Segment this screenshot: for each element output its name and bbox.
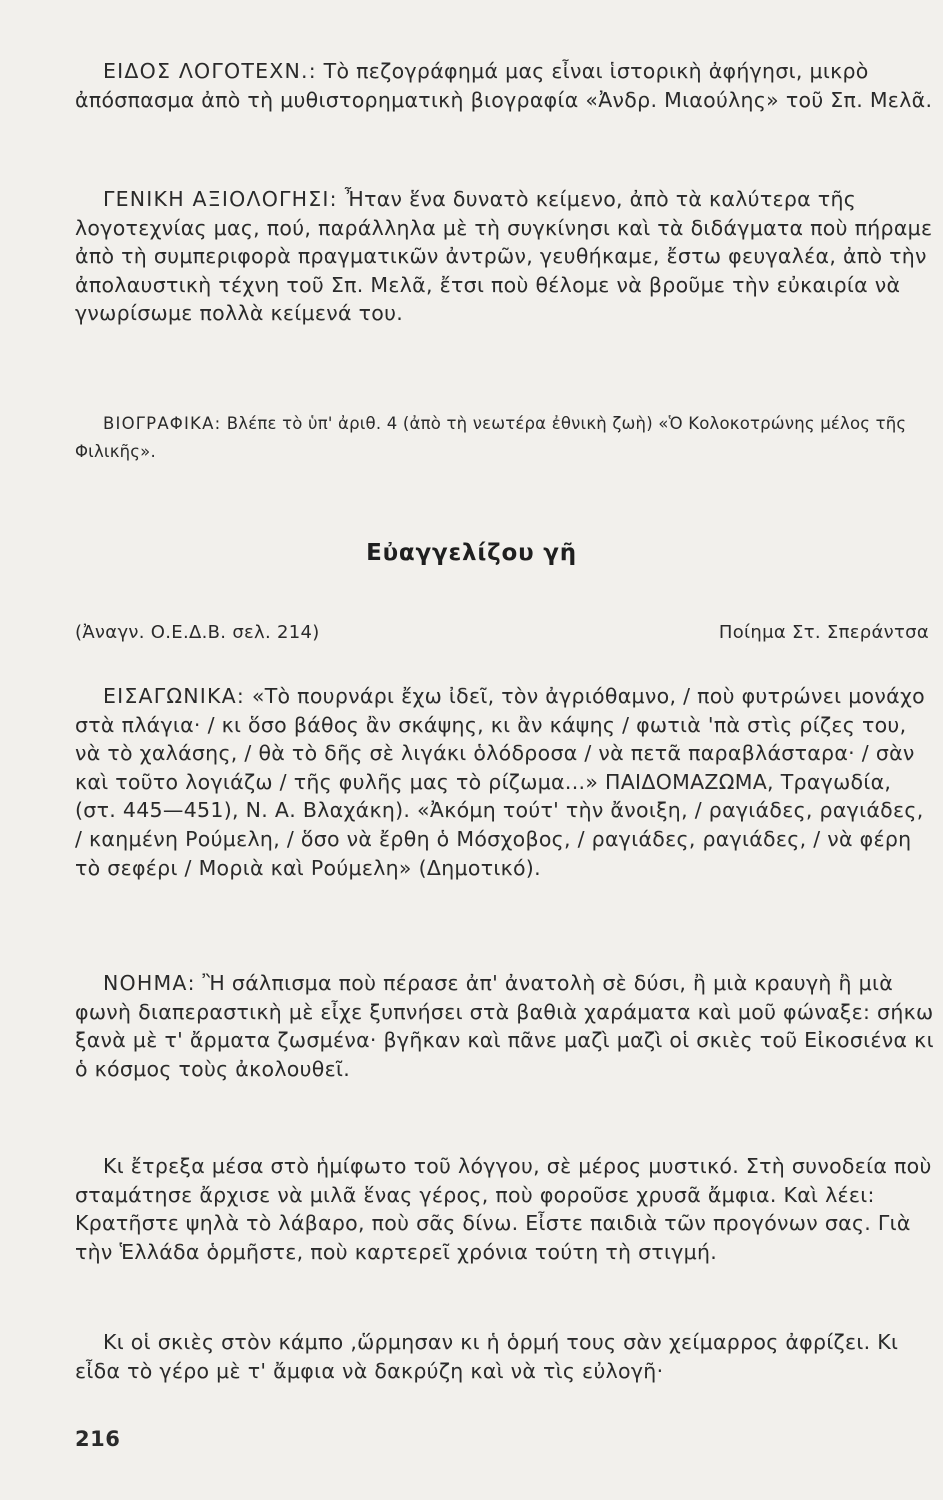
noima-label: ΝΟΗΜΑ:: [103, 971, 196, 995]
poem-title: Εὐαγγελίζου γῆ: [366, 540, 577, 566]
eidos-label: ΕΙΔΟΣ ΛΟΓΟΤΕΧΝ.:: [103, 59, 317, 83]
poem-author: Ποίημα Στ. Σπεράντσα: [718, 622, 929, 643]
eisagonika-text: «Τὸ πουρνάρι ἔχω ἰδεῖ, τὸν ἀγριόθαμνο, / ποὺ φυτρώνει μονάχο στὰ πλάγια· / κι ὅσο βάθος ἂν σκάψης, κι ἂν κάψης / φωτιὰ 'πὰ στὶς ρίζες του, νὰ τὸ χαλάσης, / θὰ τὸ δῆς σὲ λιγάκι ὁλόδροσα / νὰ πετᾶ παραβλάσταρα· / σὰν καὶ τοῦτο λογιάζω / τῆς φυλῆς μας τὸ ρίζωμα...» ΠΑΙΔΟΜΑΖΩΜΑ, Τραγωδία, (στ. 445—451), Ν. Α. Βλαχάκη). «Ἀκόμη τούτ' τὴν ἄνοιξη, / ραγιάδες, ραγιάδες, / καημένη Ρούμελη, / ὅσο νὰ ἔρθη ὁ Μόσχοβος, / ραγιάδες, ραγιάδες, / νὰ φέρη τὸ σεφέρι / Μοριὰ καὶ Ρούμελη» (Δημοτικό).: [75, 684, 925, 880]
noima-text: Ἢ σάλπισμα ποὺ πέρασε ἀπ' ἀνατολὴ σὲ δύσι, ἢ μιὰ κραυγὴ ἢ μιὰ φωνὴ διαπεραστικὴ μὲ εἶχε ξυπνήσει στὰ βαθιὰ χαράματα καὶ μοῦ φώναξε: σήκω ξανὰ μὲ τ' ἄρματα ζωσμένα· βγῆκαν καὶ πᾶνε μαζὶ μαζὶ οἱ σκιὲς τοῦ Εἰκοσιένα κι ὁ κόσμος τοὺς ἀκολουθεῖ.: [75, 971, 934, 1081]
eidos-text: Τὸ πεζογράφημά μας εἶναι ἱστορικὴ ἀφήγησι, μικρὸ ἀπόσπασμα ἀπὸ τὴ μυθιστορηματικὴ βιογραφία «Ἀνδρ. Μιαούλης» τοῦ Σπ. Μελᾶ.: [75, 59, 933, 112]
page-number: 216: [75, 1427, 121, 1451]
viografika-section: [75, 410, 935, 466]
viografika-label: ΒΙΟΓΡΑΦΙΚΑ:: [103, 414, 222, 433]
noima-section: [75, 969, 935, 1083]
eisagonika-section: [75, 682, 935, 882]
geniki-label: ΓΕΝΙΚΗ ΑΞΙΟΛΟΓΗΣΙ:: [103, 187, 338, 211]
paragraph-2-text: Κι ἔτρεξα μέσα στὸ ἡμίφωτο τοῦ λόγγου, σὲ μέρος μυστικό. Στὴ συνοδεία ποὺ σταμάτησε ἄρχισε νὰ μιλᾶ ἕνας γέρος, ποὺ φοροῦσε χρυσᾶ ἄμφια. Καὶ λέει: Κρατῆστε ψηλὰ τὸ λάβαρο, ποὺ σᾶς δίνω. Εἶστε παιδιὰ τῶν προγόνων σας. Γιὰ τὴν Ἑλλάδα ὁρμῆστε, ποὺ καρτερεῖ χρόνια τούτη τὴ στιγμή.: [75, 1154, 932, 1264]
paragraph-3: [75, 1328, 935, 1385]
eisagonika-label: ΕΙΣΑΓΩΝΙΚΑ:: [103, 684, 246, 708]
paragraph-2: [75, 1152, 935, 1266]
eidos-section: [75, 57, 935, 114]
geniki-text: Ἦταν ἕνα δυνατὸ κείμενο, ἀπὸ τὰ καλύτερα τῆς λογοτεχνίας μας, πού, παράλληλα μὲ τὴ συγκίνησι καὶ τὰ διδάγματα ποὺ πήραμε ἀπὸ τὴ συμπεριφορὰ πραγματικῶν ἀντρῶν, γευθήκαμε, ἔστω φευγαλέα, ἀπὸ τὴν ἀπολαυστικὴ τέχνη τοῦ Σπ. Μελᾶ, ἔτσι ποὺ θέλομε νὰ βροῦμε τὴν εὐκαιρία νὰ γνωρίσωμε πολλὰ κείμενά του.: [75, 187, 933, 326]
geniki-section: [75, 185, 935, 328]
viografika-text: Βλέπε τὸ ὑπ' ἀριθ. 4 (ἀπὸ τὴ νεωτέρα ἐθνικὴ ζωὴ) «Ὁ Κολοκοτρώνης μέλος τῆς Φιλικῆς».: [75, 414, 907, 461]
paragraph-3-text: Κι οἱ σκιὲς στὸν κάμπο ,ὥρμησαν κι ἡ ὁρμή τους σὰν χείμαρρος ἀφρίζει. Κι εἶδα τὸ γέρο μὲ τ' ἄμφια νὰ δακρύζη καὶ νὰ τὶς εὐλογῆ·: [75, 1330, 899, 1383]
poem-source: (Ἀναγν. Ο.Ε.Δ.Β. σελ. 214): [75, 622, 320, 643]
